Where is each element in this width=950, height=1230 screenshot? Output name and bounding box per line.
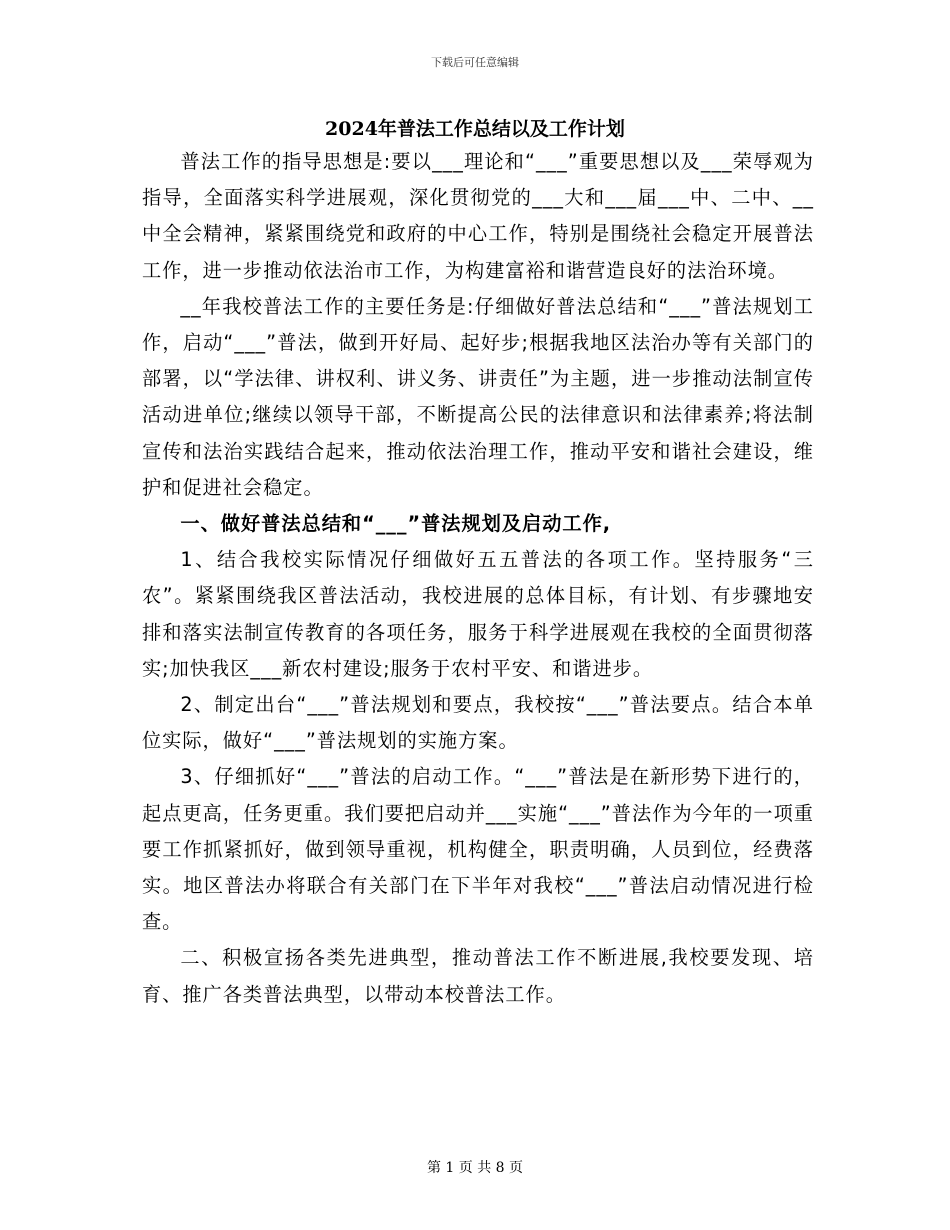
paragraph-main-tasks: __年我校普法工作的主要任务是:仔细做好普法总结和“___”普法规划工作，启动“___”普法，做到开好局、起好步;根据我地区法治办等有关部门的部署，以“学法律、讲权利、讲义务、讲责任”为主题，进一步推动法制宣传活动进单位;继续以领导干部，不断提高公民的法律意识和法律素养;将法制宣传和法治实践结合起来，推动依法治理工作，推动平安和谐社会建设，维护和促进社会稳定。 <box>142 294 814 499</box>
paragraph-item-2: 2、制定出台“___”普法规划和要点，我校按“___”普法要点。结合本单位实际，做好“___”普法规划的实施方案。 <box>142 693 814 753</box>
page-number: 第 1 页 共 8 页 <box>426 1160 524 1176</box>
section-2-paragraph: 二、积极宣扬各类先进典型，推动普法工作不断进展,我校要发现、培育、推广各类普法典型，以带动本校普法工作。 <box>142 946 814 1006</box>
paragraph-item-3: 3、仔细抓好“___”普法的启动工作。“___”普法是在新形势下进行的，起点更高，任务更重。我们要把启动并___实施“___”普法作为今年的一项重要工作抓紧抓好，做到领导重视，机构健全，职责明确，人员到位，经费落实。地区普法办将联合有关部门在下半年对我校“___”普法启动情况进行检查。 <box>142 765 814 934</box>
section-heading-1: 一、做好普法总结和“___”普法规划及启动工作, <box>180 512 612 536</box>
paragraph-item-1: 1、结合我校实际情况仔细做好五五普法的各项工作。坚持服务“三农”。紧紧围绕我区普法活动，我校进展的总体目标，有计划、有步骤地安排和落实法制宣传教育的各项任务，服务于科学进展观在我校的全面贯彻落实;加快我区___新农村建设;服务于农村平安、和谐进步。 <box>142 548 814 680</box>
document-body <box>142 144 814 1013</box>
page-header-note: 下载后可任意编辑 <box>431 56 519 69</box>
paragraph-guiding-ideology: 普法工作的指导思想是:要以___理论和“___”重要思想以及___荣辱观为指导，全面落实科学进展观，深化贯彻党的___大和___届___中、二中、__中全会精神，紧紧围绕党和政府的中心工作，特别是围绕社会稳定开展普法工作，进一步推动依法治市工作，为构建富裕和谐营造良好的法治环境。 <box>142 150 814 282</box>
document-title: 2024年普法工作总结以及工作计划 <box>325 118 625 140</box>
